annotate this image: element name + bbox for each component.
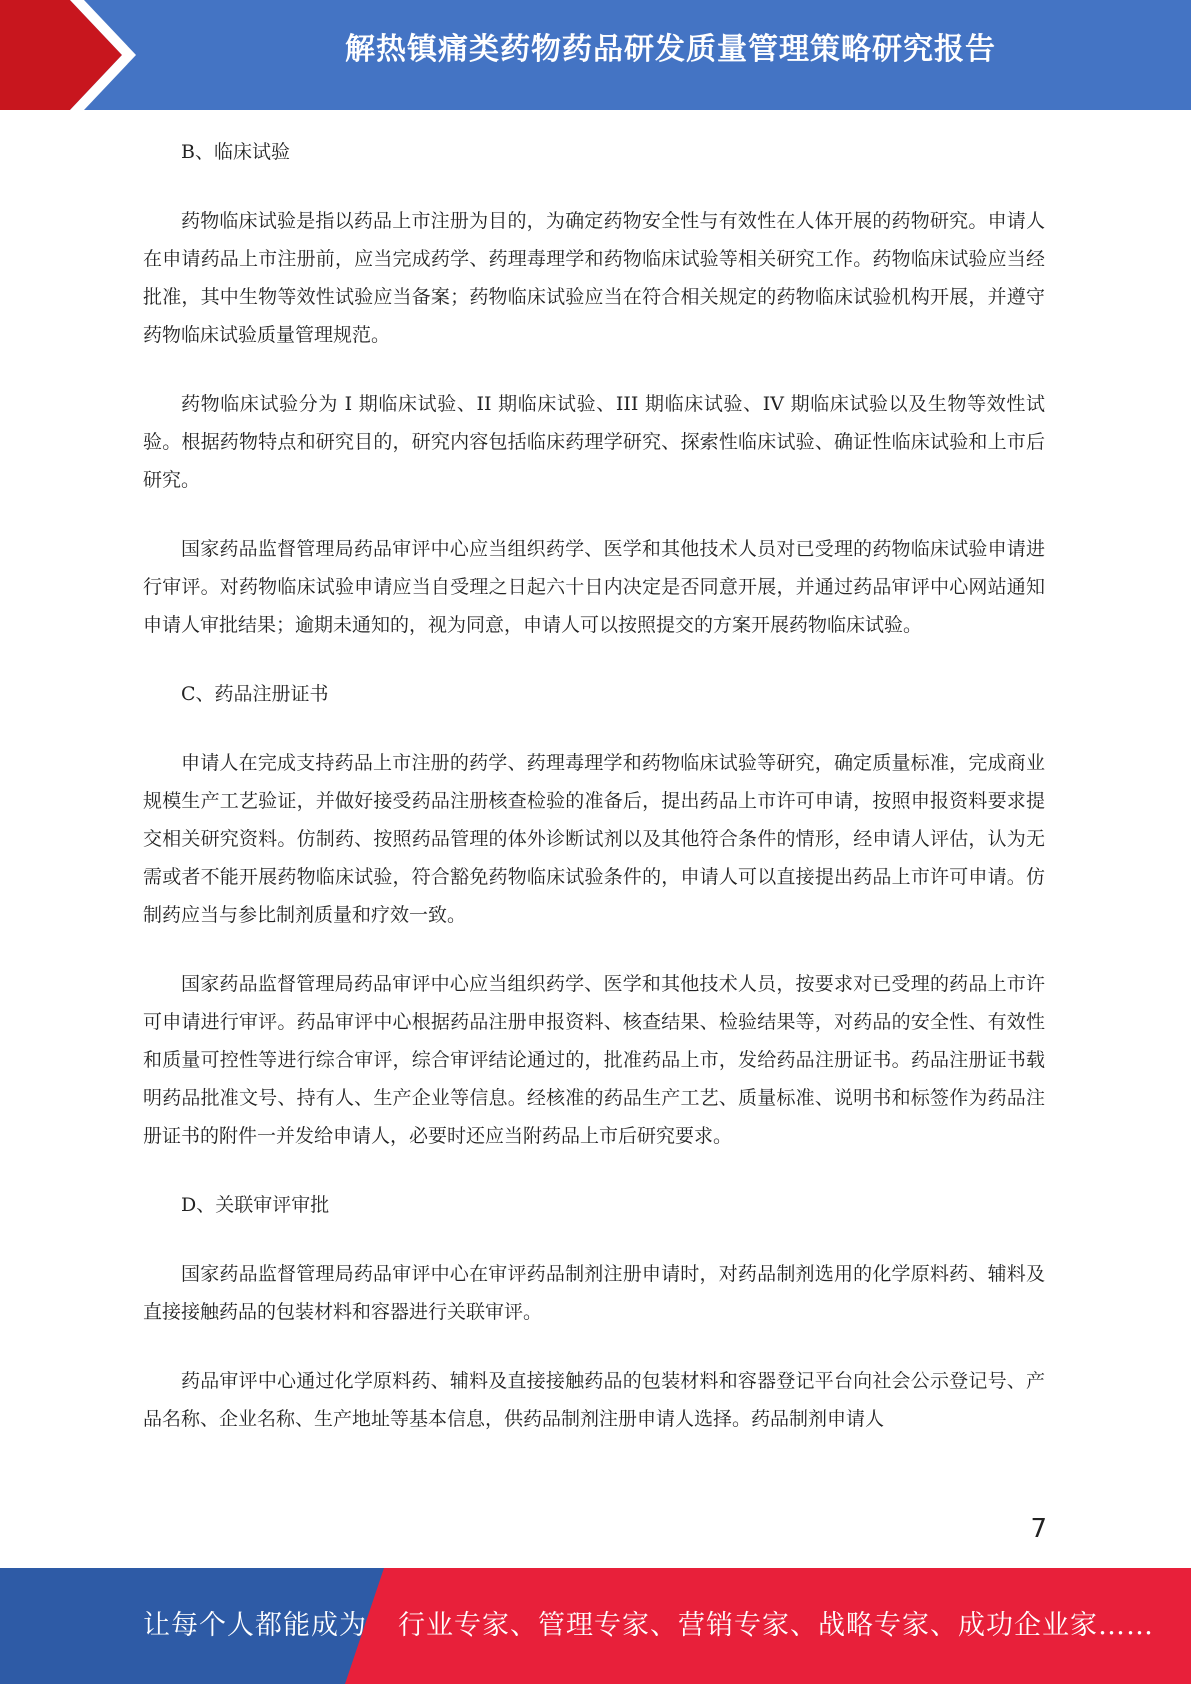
paragraph-3: 国家药品监督管理局药品审评中心应当组织药学、医学和其他技术人员对已受理的药物临床试验申请进行审评。对药物临床试验申请应当自受理之日起六十日内决定是否同意开展，并通过药品审评中心网站通知申请人审批结果；逾期未通知的，视为同意，申请人可以按照提交的方案开展药物临床试验。 bbox=[143, 538, 1045, 636]
paragraph-1: 药物临床试验是指以药品上市注册为目的，为确定药物安全性与有效性在人体开展的药物研究。申请人在申请药品上市注册前，应当完成药学、药理毒理学和药物临床试验等相关研究工作。药物临床试验应当经批准，其中生物等效性试验应当备案；药物临床试验应当在符合相关规定的药物临床试验机构开展，并遵守药物临床试验质量管理规范。 bbox=[143, 210, 1045, 346]
paragraph-2: 药物临床试验分为 I 期临床试验、II 期临床试验、III 期临床试验、IV 期临床试验以及生物等效性试验。根据药物特点和研究目的，研究内容包括临床药理学研究、探索性临床试验、确证性临床试验和上市后研究。 bbox=[143, 393, 1045, 491]
paragraph-4: 申请人在完成支持药品上市注册的药学、药理毒理学和药物临床试验等研究，确定质量标准，完成商业规模生产工艺验证，并做好接受药品注册核查检验的准备后，提出药品上市许可申请，按照申报资料要求提交相关研究资料。仿制药、按照药品管理的体外诊断试剂以及其他符合条件的情形，经申请人评估，认为无需或者不能开展药物临床试验，符合豁免药物临床试验条件的，申请人可以直接提出药品上市许可申请。仿制药应当与参比制剂质量和疗效一致。 bbox=[143, 752, 1045, 926]
page-header bbox=[0, 0, 1191, 110]
paragraph-5: 国家药品监督管理局药品审评中心应当组织药学、医学和其他技术人员，按要求对已受理的药品上市许可申请进行审评。药品审评中心根据药品注册申报资料、核查结果、检验结果等，对药品的安全性、有效性和质量可控性等进行综合审评，综合审评结论通过的，批准药品上市，发给药品注册证书。药品注册证书载明药品批准文号、持有人、生产企业等信息。经核准的药品生产工艺、质量标准、说明书和标签作为药品注册证书的附件一并发给申请人，必要时还应当附药品上市后研究要求。 bbox=[143, 973, 1045, 1147]
page-number: 7 bbox=[1030, 1514, 1047, 1544]
footer-slogan-right: 行业专家、管理专家、营销专家、战略专家、成功企业家…… bbox=[398, 1610, 1154, 1641]
section-heading-b: B、临床试验 bbox=[181, 141, 290, 163]
paragraph-6: 国家药品监督管理局药品审评中心在审评药品制剂注册申请时，对药品制剂选用的化学原料药、辅料及直接接触药品的包装材料和容器进行关联审评。 bbox=[143, 1263, 1045, 1323]
section-heading-d: D、关联审评审批 bbox=[181, 1194, 330, 1216]
footer-slogan-left: 让每个人都能成为 bbox=[143, 1610, 367, 1641]
page-footer bbox=[0, 1568, 1191, 1684]
header-arrow-icon bbox=[0, 0, 160, 110]
section-heading-c: C、药品注册证书 bbox=[181, 683, 329, 705]
paragraph-7: 药品审评中心通过化学原料药、辅料及直接接触药品的包装材料和容器登记平台向社会公示登记号、产品名称、企业名称、生产地址等基本信息，供药品制剂注册申请人选择。药品制剂申请人 bbox=[143, 1370, 1045, 1430]
main-content bbox=[143, 133, 1045, 1469]
document-title: 解热镇痛类药物药品研发质量管理策略研究报告 bbox=[345, 32, 996, 67]
